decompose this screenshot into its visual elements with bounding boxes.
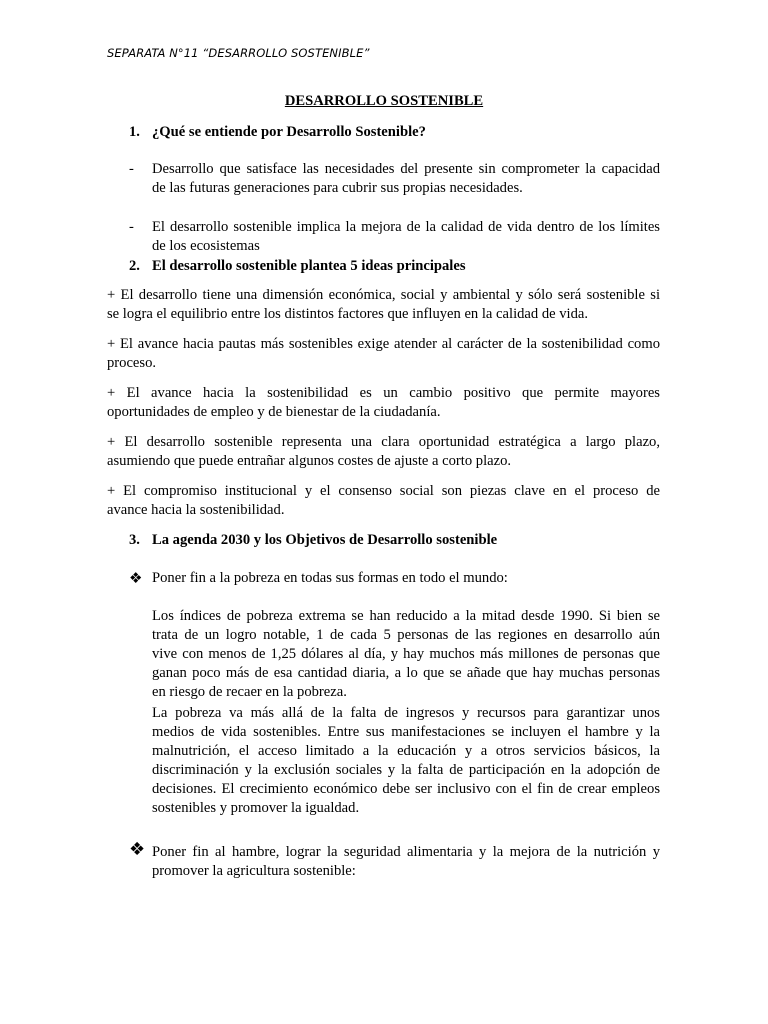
text-line: La pobreza va más allá de la falta de ingresos y recursos para garantizar unos — [152, 705, 660, 721]
text-line: Poner fin a la pobreza en todas sus formas en todo el mundo: — [152, 570, 508, 586]
text-line: Los índices de pobreza extrema se han reducido a la mitad desde 1990. Si bien se — [152, 608, 660, 624]
text-line: decisiones. El crecimiento económico debe ser inclusivo con el fin de crear empleos — [152, 781, 660, 797]
idea-paragraph-4 — [107, 433, 660, 471]
goal-1-paragraph-2 — [152, 704, 660, 818]
text-line: sostenibles y promover la igualdad. — [152, 800, 360, 816]
definition-bullet-2 — [152, 218, 660, 256]
definition-bullet-1 — [152, 160, 660, 198]
text-line: + El avance hacia la sostenibilidad es un cambio positivo que permite mayores — [107, 385, 660, 401]
text-line: + El desarrollo tiene una dimensión económica, social y ambiental y sólo será sostenible si — [107, 287, 660, 303]
bullet-dash: - — [129, 161, 134, 177]
text-line: discriminación y la exclusión sociales y la falta de participación en la adopción de — [152, 762, 660, 778]
goal-2-title — [152, 843, 660, 881]
page-header: SEPARATA N°11 “DESARROLLO SOSTENIBLE” — [107, 46, 370, 60]
text-line: + El avance hacia pautas más sostenibles exige atender al carácter de la sostenibilidad como — [107, 336, 660, 352]
goal-1-title — [152, 569, 660, 588]
text-line: asumiendo que puede entrañar algunos costes de ajuste a corto plazo. — [107, 453, 512, 469]
section-3-heading — [129, 531, 669, 550]
section-2-heading — [129, 257, 669, 276]
text-line: ganan poco más de esa cantidad diaria, a lo que se añade que hay muchas personas — [152, 665, 660, 681]
section-2-number: 2. — [129, 258, 140, 274]
text-line: de las futuras generaciones para cubrir sus propias necesidades. — [152, 180, 523, 196]
text-line: se logra el equilibrio entre los distintos factores que influyen en la calidad de vida. — [107, 306, 589, 322]
text-line: medios de vida sostenibles. Entre sus manifestaciones se incluyen el hambre y la — [152, 724, 660, 740]
text-line: malnutrición, el acceso limitado a la educación y a otros servicios básicos, la — [152, 743, 660, 759]
idea-paragraph-3 — [107, 384, 660, 422]
diamond-bullet-icon: ❖ — [129, 839, 146, 860]
text-line: Poner fin al hambre, lograr la seguridad alimentaria y la mejora de la nutrición y — [152, 844, 660, 860]
bullet-dash: - — [129, 219, 134, 235]
text-line: vive con menos de 1,25 dólares al día, y hay muchos más millones de personas que — [152, 646, 660, 662]
idea-paragraph-5 — [107, 482, 660, 520]
section-3-number: 3. — [129, 532, 140, 548]
section-3-title: La agenda 2030 y los Objetivos de Desarrollo sostenible — [152, 532, 498, 548]
text-line: de los ecosistemas — [152, 238, 260, 254]
diamond-bullet-icon: ❖ — [129, 569, 143, 587]
text-line: El desarrollo sostenible implica la mejora de la calidad de vida dentro de los límites — [152, 219, 660, 235]
idea-paragraph-1 — [107, 286, 660, 324]
text-line: oportunidades de empleo y de bienestar de la ciudadanía. — [107, 404, 441, 420]
section-1-number: 1. — [129, 124, 140, 140]
section-1-title: ¿Qué se entiende por Desarrollo Sostenible? — [152, 124, 426, 140]
text-line: trata de un logro notable, 1 de cada 5 personas de las regiones en desarrollo aún — [152, 627, 660, 643]
text-line: promover la agricultura sostenible: — [152, 863, 356, 879]
document-title: DESARROLLO SOSTENIBLE — [284, 93, 484, 109]
section-1-heading — [129, 123, 669, 142]
text-line: + El desarrollo sostenible representa una clara oportunidad estratégica a largo plazo, — [107, 434, 660, 450]
section-2-title: El desarrollo sostenible plantea 5 ideas principales — [152, 258, 466, 274]
text-line: avance hacia la sostenibilidad. — [107, 502, 285, 518]
idea-paragraph-2 — [107, 335, 660, 373]
text-line: Desarrollo que satisface las necesidades del presente sin comprometer la capacidad — [152, 161, 660, 177]
text-line: proceso. — [107, 355, 157, 371]
text-line: + El compromiso institucional y el consenso social son piezas clave en el proceso de — [107, 483, 660, 499]
text-line: en riesgo de recaer en la pobreza. — [152, 684, 347, 700]
goal-1-paragraph-1 — [152, 607, 660, 702]
